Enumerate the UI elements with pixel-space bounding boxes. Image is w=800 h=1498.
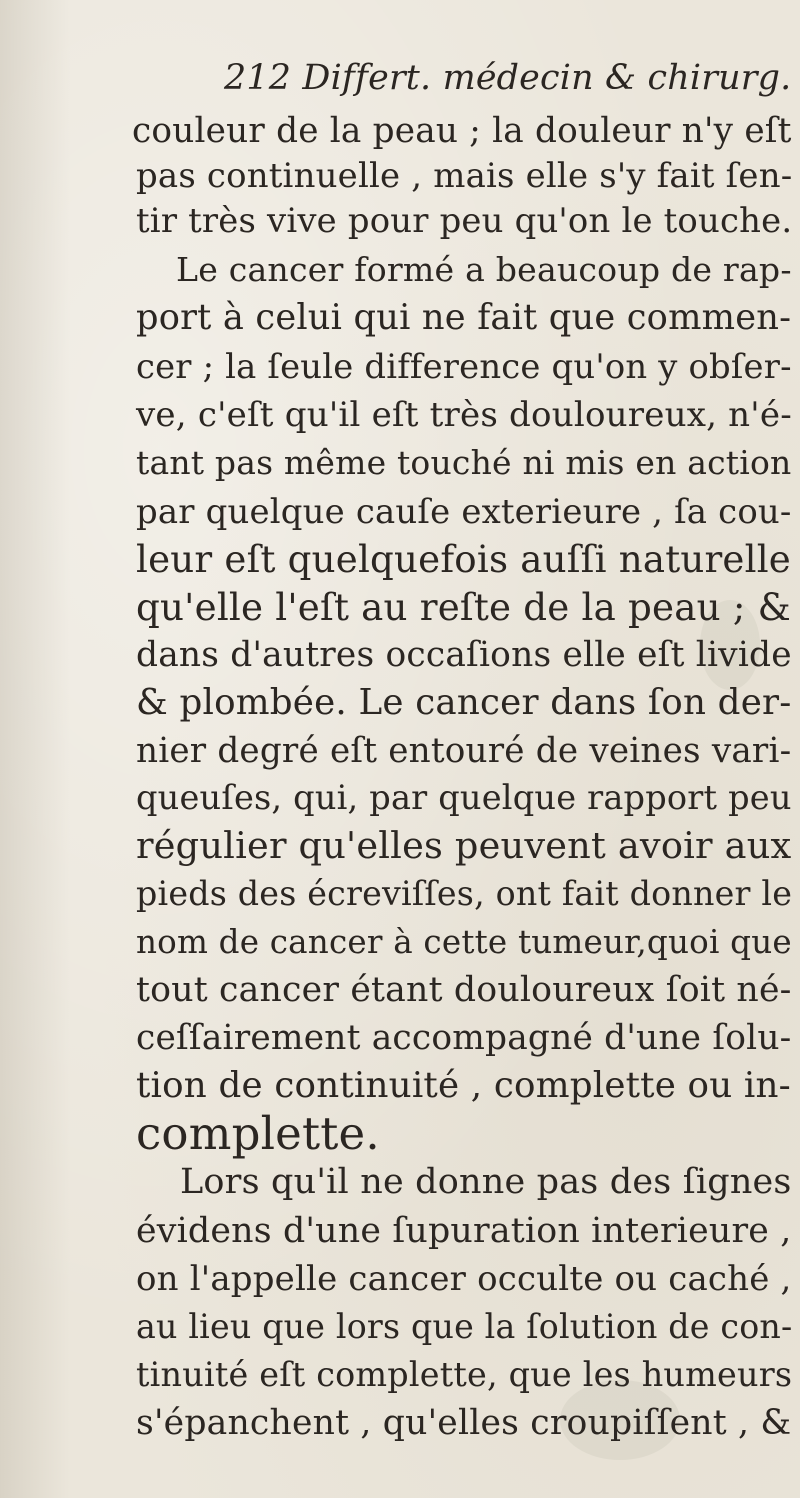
- text-line: évidens d'une ſupuration interieure ,: [136, 1211, 792, 1251]
- text-line: s'épanchent , qu'elles croupiſſent , &: [136, 1403, 792, 1443]
- text-line: cer ; la ſeule difference qu'on y obſer-: [136, 347, 792, 386]
- text-line: tout cancer étant douloureux ſoit né-: [136, 970, 792, 1010]
- text-line: pieds des écreviſſes, ont fait donner le: [136, 874, 793, 913]
- text-line: au lieu que lors que la ſolution de con-: [136, 1307, 793, 1346]
- text-line: port à celui qui ne fait que commen-: [136, 297, 792, 338]
- text-line: Lors qu'il ne donne pas des ſignes: [180, 1162, 792, 1202]
- text-line: dans d'autres occaſions elle eſt livide: [136, 635, 792, 675]
- text-line: queuſes, qui, par quelque rapport peu: [136, 778, 792, 817]
- text-line: ceſſairement accompagné d'une ſolu-: [136, 1018, 792, 1058]
- text-line: régulier qu'elles peuvent avoir aux: [136, 824, 792, 867]
- text-line: tir très vive pour peu qu'on le touche.: [136, 201, 793, 240]
- text-line: leur eſt quelquefois auſſi naturelle: [136, 538, 791, 581]
- text-line: nom de cancer à cette tumeur,quoi que: [136, 923, 792, 961]
- text-line: pas continuelle , mais elle s'y fait ſen-: [136, 156, 793, 195]
- text-line: nier degré eſt entouré de veines vari-: [136, 731, 792, 771]
- text-line: tant pas même touché ni mis en action: [136, 443, 792, 482]
- text-line: complette.: [136, 1107, 380, 1160]
- text-line: on l'appelle cancer occulte ou caché ,: [136, 1259, 792, 1299]
- text-line: tinuité eſt complette, que les humeurs: [136, 1355, 793, 1394]
- running-header: 212 Differt. médecin & chirurg.: [224, 58, 792, 98]
- text-line: tion de continuité , complette ou in-: [136, 1065, 791, 1106]
- text-line: couleur de la peau ; la douleur n'y eſt: [132, 111, 792, 151]
- text-line: Le cancer formé a beaucoup de rap-: [176, 250, 792, 289]
- text-line: qu'elle l'eſt au reſte de la peau ; &: [136, 585, 791, 629]
- text-line: & plombée. Le cancer dans ſon der-: [136, 682, 792, 723]
- text-line: par quelque cauſe exterieure , ſa cou-: [136, 492, 792, 531]
- text-line: ve, c'eſt qu'il eſt très douloureux, n'é-: [136, 395, 792, 435]
